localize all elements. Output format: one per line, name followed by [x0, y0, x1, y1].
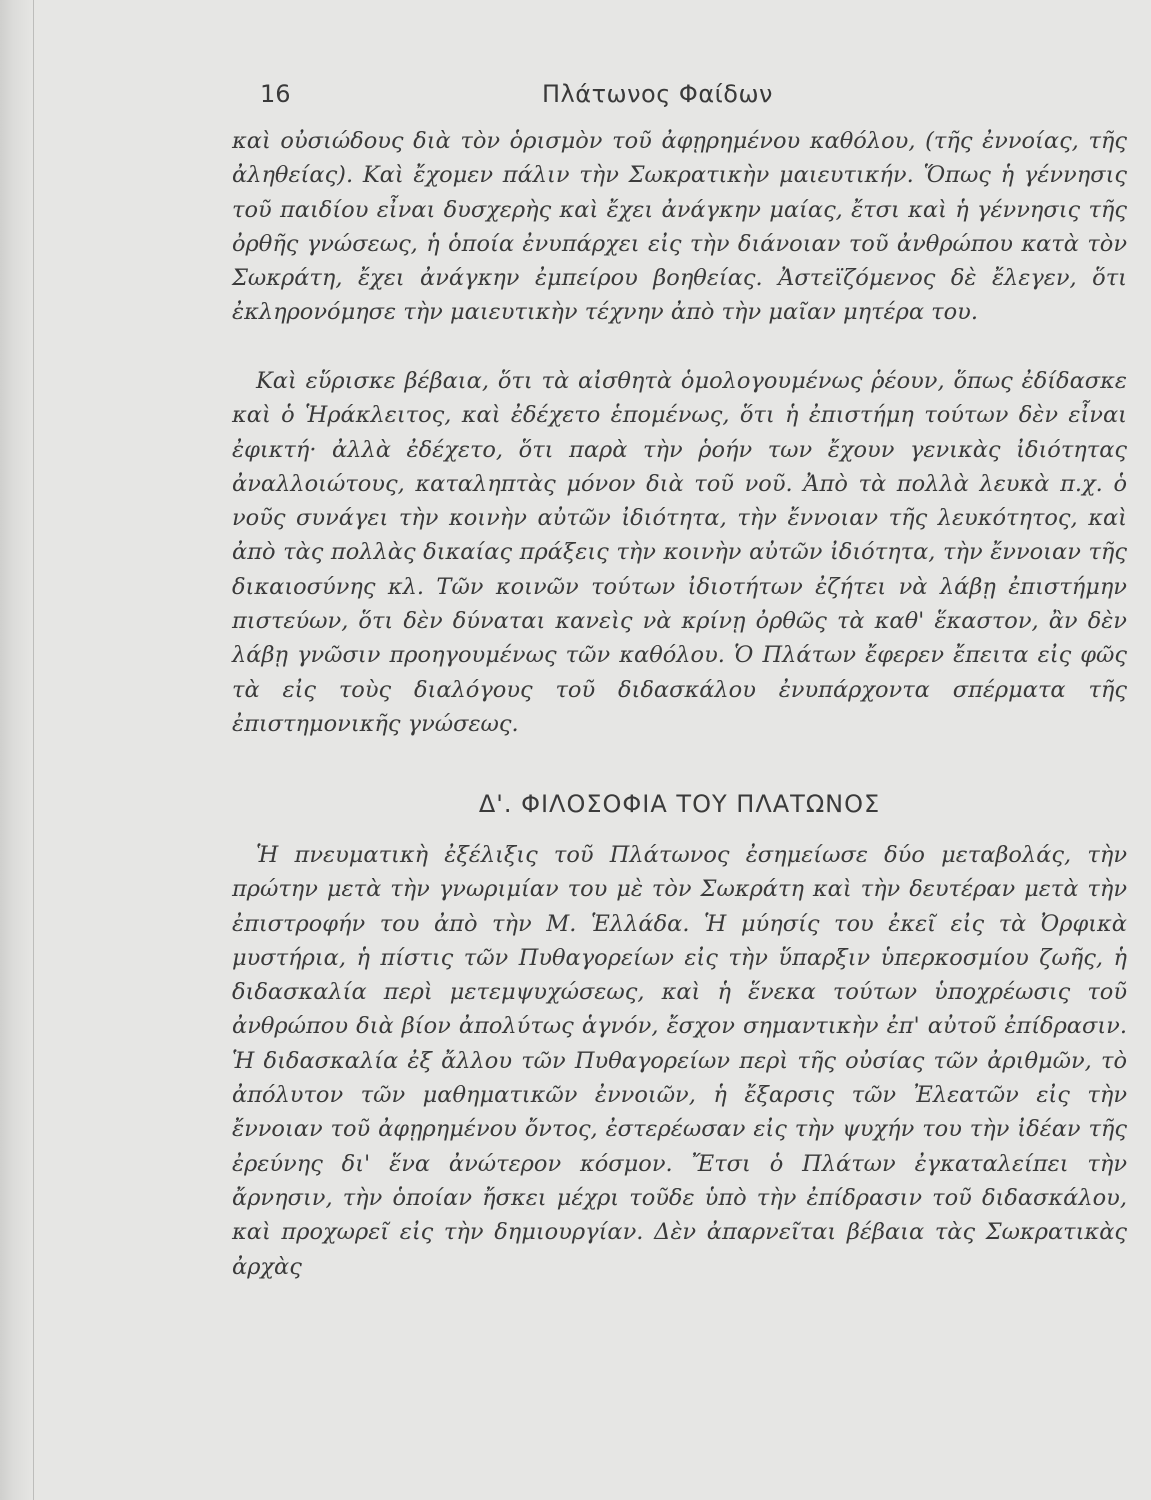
running-title: Πλάτωνος Φαίδων	[542, 80, 773, 108]
page-header	[220, 80, 1130, 120]
paragraph-2: Καὶ εὕρισκε βέβαια, ὅτι τὰ αἰσθητὰ ὁμολογουμένως ῥέουν, ὅπως ἐδίδασκε καὶ ὁ Ἡράκλειτος, καὶ ἐδέχετο ἑπομένως, ὅτι ἡ ἐπιστήμη τούτων δὲν εἶναι ἐφικτή· ἀλλὰ ἐδέχετο, ὅτι παρὰ τὴν ῥοήν των ἔχουν γενικὰς ἰδιότητας ἀναλλοιώτους, καταληπτὰς μόνον διὰ τοῦ νοῦ. Ἀπὸ τὰ πολλὰ λευκὰ π.χ. ὁ νοῦς συνάγει τὴν κοινὴν αὐτῶν ἰδιότητα, τὴν ἔννοιαν τῆς λευκότητος, καὶ ἀπὸ τὰς πολλὰς δικαίας πράξεις τὴν κοινὴν αὐτῶν ἰδιότητα, τὴν ἔννοιαν τῆς δικαιοσύνης κλ. Τῶν κοινῶν τούτων ἰδιοτήτων ἐζήτει νὰ λάβῃ ἐπιστήμην πιστεύων, ὅτι δὲν δύναται κανεὶς νὰ κρίνῃ ὀρθῶς τὰ καθ' ἕκαστον, ἂν δὲν λάβῃ γνῶσιν προηγουμένως τῶν καθόλου. Ὁ Πλάτων ἔφερεν ἔπειτα εἰς φῶς τὰ εἰς τοὺς διαλόγους τοῦ διδασκάλου ἐνυπάρχοντα σπέρματα τῆς ἐπιστημονικῆς γνώσεως.	[232, 368, 1127, 737]
paragraph-3: Ἡ πνευματικὴ ἐξέλιξις τοῦ Πλάτωνος ἐσημείωσε δύο μεταβολάς, τὴν πρώτην μετὰ τὴν γνωριμίαν του μὲ τὸν Σωκράτη καὶ τὴν δευτέραν μετὰ τὴν ἐπιστροφήν του ἀπὸ τὴν Μ. Ἑλλάδα. Ἡ μύησίς του ἐκεῖ εἰς τὰ Ὀρφικὰ μυστήρια, ἡ πίστις τῶν Πυθαγορείων εἰς τὴν ὕπαρξιν ὑπερκοσμίου ζωῆς, ἡ διδασκαλία περὶ μετεμψυχώσεως, καὶ ἡ ἕνεκα τούτων ὑποχρέωσις τοῦ ἀνθρώπου διὰ βίον ἀπολύτως ἁγνόν, ἔσχον σημαντικὴν ἐπ' αὐτοῦ ἐπίδρασιν. Ἡ διδασκαλία ἐξ ἄλλου τῶν Πυθαγορείων περὶ τῆς οὐσίας τῶν ἀριθμῶν, τὸ ἀπόλυτον τῶν μαθηματικῶν ἐννοιῶν, ἡ ἔξαρσις τῶν Ἐλεατῶν εἰς τὴν ἔννοιαν τοῦ ἀφῃρημένου ὄντος, ἐστερέωσαν εἰς τὴν ψυχήν του τὴν ἰδέαν τῆς ἐρεύνης δι' ἕνα ἀνώτερον κόσμον. Ἔτσι ὁ Πλάτων ἐγκαταλείπει τὴν ἄρνησιν, τὴν ὁποίαν ἤσκει μέχρι τοῦδε ὑπὸ τὴν ἐπίδρασιν τοῦ διδασκάλου, καὶ προχωρεῖ εἰς τὴν δημιουργίαν. Δὲν ἀπαρνεῖται βέβαια τὰς Σωκρατικὰς ἀρχὰς	[232, 842, 1127, 1280]
page-binding-edge	[0, 0, 34, 1500]
page-number: 16	[260, 80, 291, 108]
paragraph-1: καὶ οὐσιώδους διὰ τὸν ὁρισμὸν τοῦ ἀφῃρημένου καθόλου, (τῆς ἐννοίας, τῆς ἀληθείας). Καὶ ἔχομεν πάλιν τὴν Σωκρατικὴν μαιευτικήν. Ὅπως ἡ γέννησις τοῦ παιδίου εἶναι δυσχερὴς καὶ ἔχει ἀνάγκην μαίας, ἔτσι καὶ ἡ γέννησις τῆς ὀρθῆς γνώσεως, ἡ ὁποία ἐνυπάρχει εἰς τὴν διάνοιαν τοῦ ἀνθρώπου κατὰ τὸν Σωκράτη, ἔχει ἀνάγκην ἐμπείρου βοηθείας. Ἀστεϊζόμενος δὲ ἔλεγεν, ὅτι ἐκληρονόμησε τὴν μαιευτικὴν τέχνην ἀπὸ τὴν μαῖαν μητέρα του.	[232, 128, 1127, 326]
section-heading: Δ'. ΦΙΛΟΣΟΦΙΑ ΤΟΥ ΠΛΑΤΩΝΟΣ	[478, 790, 881, 818]
